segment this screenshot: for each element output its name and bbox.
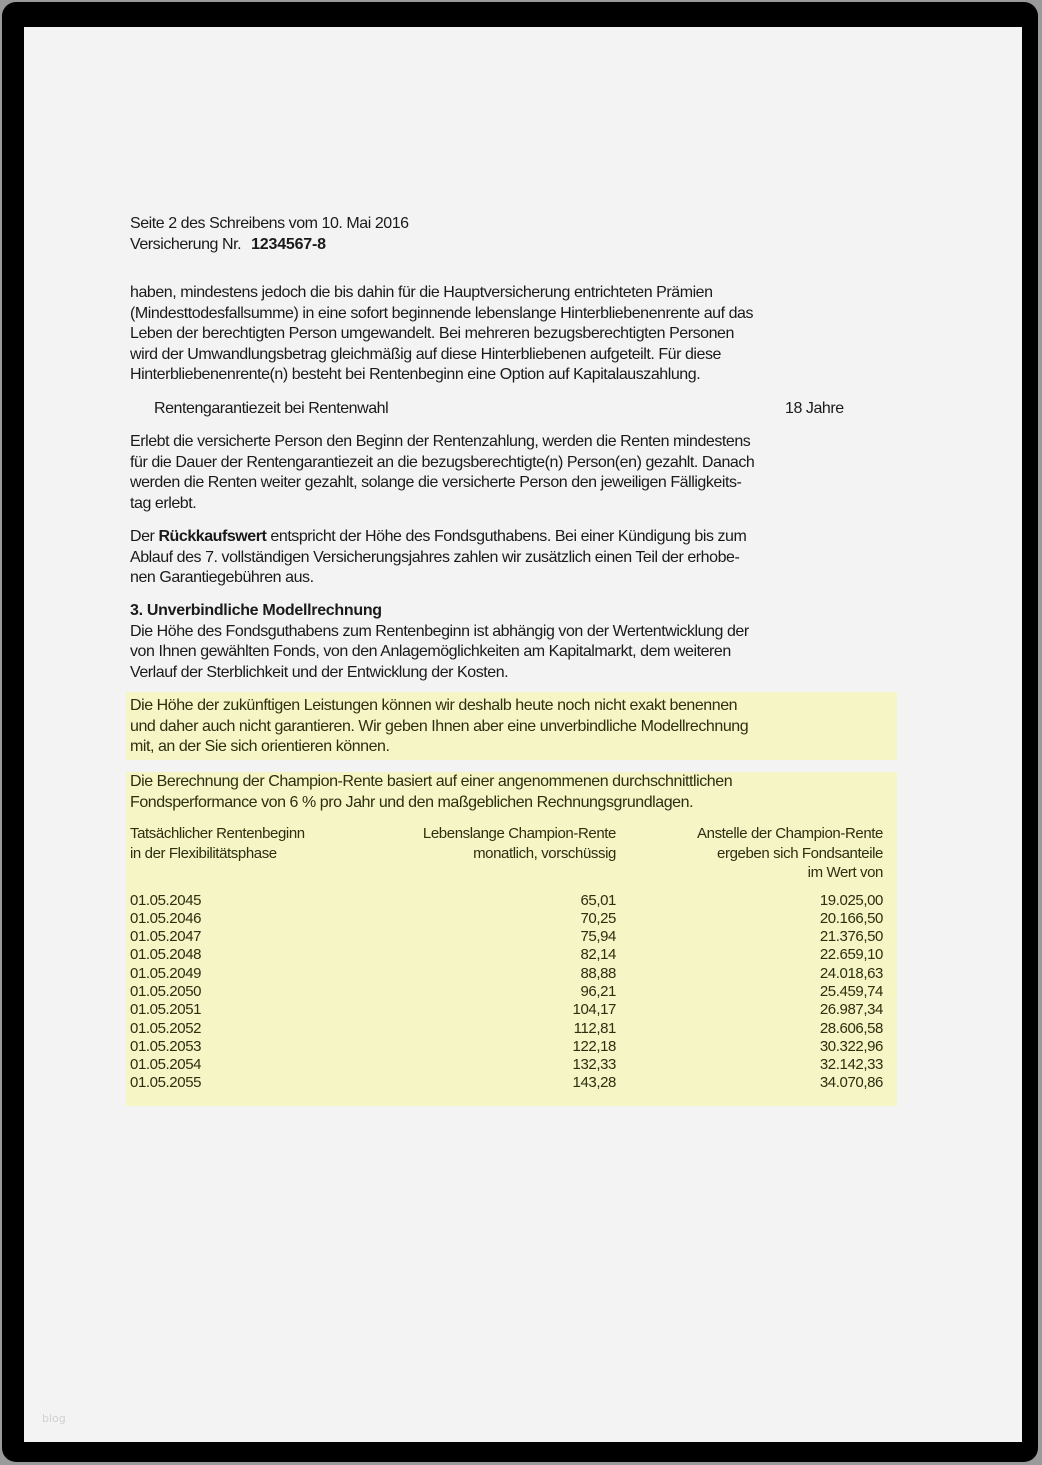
text-run: Der: [130, 528, 159, 545]
monthly-pension-cell: 112,81: [573, 1019, 616, 1037]
monthly-pension-cell: 96,21: [580, 982, 616, 1000]
paragraph-2: [130, 432, 754, 514]
table-row: [130, 946, 883, 964]
guarantee-label: Rentengarantiezeit bei Rentenwahl: [154, 400, 389, 417]
watermark: blog: [42, 1412, 66, 1425]
table-row: [130, 965, 883, 983]
text-line: Verlauf der Sterblichkeit und der Entwicklung der Kosten.: [130, 663, 509, 681]
text-line: nen Garantiegebühren aus.: [130, 569, 314, 586]
monthly-pension-cell: 132,33: [572, 1056, 616, 1074]
table-row: [130, 928, 883, 946]
column-header-pension: Lebenslange Champion-Rente monatlich, vorschüssig: [422, 825, 616, 862]
monthly-pension-cell: 104,17: [572, 1001, 616, 1019]
section-3: [130, 601, 749, 683]
table-row: [130, 1056, 883, 1074]
policy-label: Versicherung Nr.: [130, 235, 242, 253]
letter-header: [130, 214, 409, 255]
table-header-row: [130, 824, 883, 892]
monthly-pension-cell: 122,18: [572, 1037, 616, 1055]
text-line: haben, mindestens jedoch die bis dahin für die Hauptversicherung entrichteten Prämien: [130, 284, 713, 301]
policy-number: 1234567-8: [251, 235, 326, 253]
table-row: [130, 910, 883, 928]
start-date-cell: 01.05.2050: [130, 982, 202, 1000]
monthly-pension-cell: 65,01: [580, 891, 616, 909]
fund-value-cell: 34.070,86: [819, 1074, 883, 1092]
text-line: und daher auch nicht garantieren. Wir geben Ihnen aber eine unverbindliche Modellrechnung: [130, 717, 749, 735]
text-line: werden die Renten weiter gezahlt, solange die versicherte Person den jeweiligen Fälligkeits-: [130, 474, 742, 491]
document-page: [24, 27, 1022, 1442]
monthly-pension-cell: 82,14: [580, 946, 616, 964]
start-date-cell: 01.05.2055: [130, 1074, 202, 1092]
column-header-start: Tatsächlicher Rentenbeginn in der Flexibilitätsphase: [130, 825, 305, 862]
fund-value-cell: 19.025,00: [819, 891, 883, 909]
start-date-cell: 01.05.2054: [130, 1056, 202, 1074]
fund-value-cell: 26.987,34: [819, 1001, 883, 1019]
paragraph-3: [130, 527, 746, 589]
text-line: für die Dauer der Rentengarantiezeit an die bezugsberechtigte(n) Person(en) gezahlt. Danach: [130, 453, 755, 471]
table-row: [130, 1038, 883, 1056]
fund-value-cell: 30.322,96: [819, 1037, 883, 1055]
start-date-cell: 01.05.2045: [130, 891, 202, 909]
column-header-fund-value: Anstelle der Champion-Rente ergeben sich Fondsanteile im Wert von: [697, 825, 883, 881]
text-line: mit, an der Sie sich orientieren können.: [130, 738, 390, 755]
text-line: Hinterbliebenenrente(n) besteht bei Rentenbeginn eine Option auf Kapitalauszahlung.: [130, 366, 701, 383]
text-line: (Mindesttodesfallsumme) in eine sofort beginnende lebenslange Hinterbliebenenrente auf das: [130, 304, 754, 322]
start-date-cell: 01.05.2047: [130, 928, 202, 946]
table-row: [130, 983, 883, 1001]
text-line: Leben der berechtigten Person umgewandelt. Bei mehreren bezugsberechtigten Personen: [130, 325, 734, 342]
text-line: Die Berechnung der Champion-Rente basiert auf einer angenommenen durchschnittlichen: [130, 773, 733, 790]
fund-value-cell: 28.606,58: [819, 1019, 883, 1037]
start-date-cell: 01.05.2046: [130, 909, 202, 927]
table-row: [130, 1074, 883, 1092]
start-date-cell: 01.05.2052: [130, 1019, 202, 1037]
fund-value-cell: 20.166,50: [819, 909, 883, 927]
text-line: Fondsperformance von 6 % pro Jahr und den maßgeblichen Rechnungsgrundlagen.: [130, 793, 694, 811]
highlight-box-2: [126, 772, 897, 1106]
monthly-pension-cell: 70,25: [580, 909, 616, 927]
document-frame: [2, 2, 1038, 1462]
monthly-pension-cell: 143,28: [572, 1074, 616, 1092]
monthly-pension-cell: 75,94: [580, 928, 616, 946]
fund-value-cell: 25.459,74: [819, 982, 883, 1000]
text-line: von Ihnen gewählten Fonds, von den Anlagemöglichkeiten am Kapitalmarkt, dem weiteren: [130, 643, 731, 660]
start-date-cell: 01.05.2048: [130, 946, 202, 964]
model-calculation-table: [130, 824, 883, 1093]
bold-term: Rückkaufswert: [158, 528, 267, 545]
highlight-box-1: [126, 692, 897, 760]
guarantee-value: 18 Jahre: [785, 400, 844, 417]
page-reference: Seite 2 des Schreibens vom 10. Mai 2016: [130, 215, 409, 232]
monthly-pension-cell: 88,88: [580, 964, 616, 982]
start-date-cell: 01.05.2051: [130, 1001, 202, 1019]
text-run: entspricht der Höhe des Fondsguthabens. Bei einer Kündigung bis zum: [266, 528, 747, 545]
table-row: [130, 892, 883, 910]
text-line: Erlebt die versicherte Person den Beginn der Rentenzahlung, werden die Renten mindestens: [130, 433, 751, 450]
table-row: [130, 1020, 883, 1038]
fund-value-cell: 21.376,50: [819, 928, 883, 946]
text-line: Ablauf des 7. vollständigen Versicherungsjahres zahlen wir zusätzlich einen Teil der erhobe-: [130, 548, 740, 566]
fund-value-cell: 32.142,33: [819, 1056, 883, 1074]
section-heading: 3. Unverbindliche Modellrechnung: [130, 602, 382, 619]
start-date-cell: 01.05.2049: [130, 964, 202, 982]
text-line: tag erlebt.: [130, 494, 197, 512]
start-date-cell: 01.05.2053: [130, 1037, 202, 1055]
fund-value-cell: 24.018,63: [819, 964, 883, 982]
text-line: Die Höhe der zukünftigen Leistungen können wir deshalb heute noch nicht exakt benennen: [130, 697, 738, 714]
text-line: Die Höhe des Fondsguthabens zum Rentenbeginn ist abhängig von der Wertentwicklung der: [130, 622, 749, 640]
fund-value-cell: 22.659,10: [819, 946, 883, 964]
paragraph-1: [130, 283, 753, 386]
table-row: [130, 1001, 883, 1019]
text-line: wird der Umwandlungsbetrag gleichmäßig auf diese Hinterbliebenen aufgeteilt. Für diese: [130, 345, 721, 363]
